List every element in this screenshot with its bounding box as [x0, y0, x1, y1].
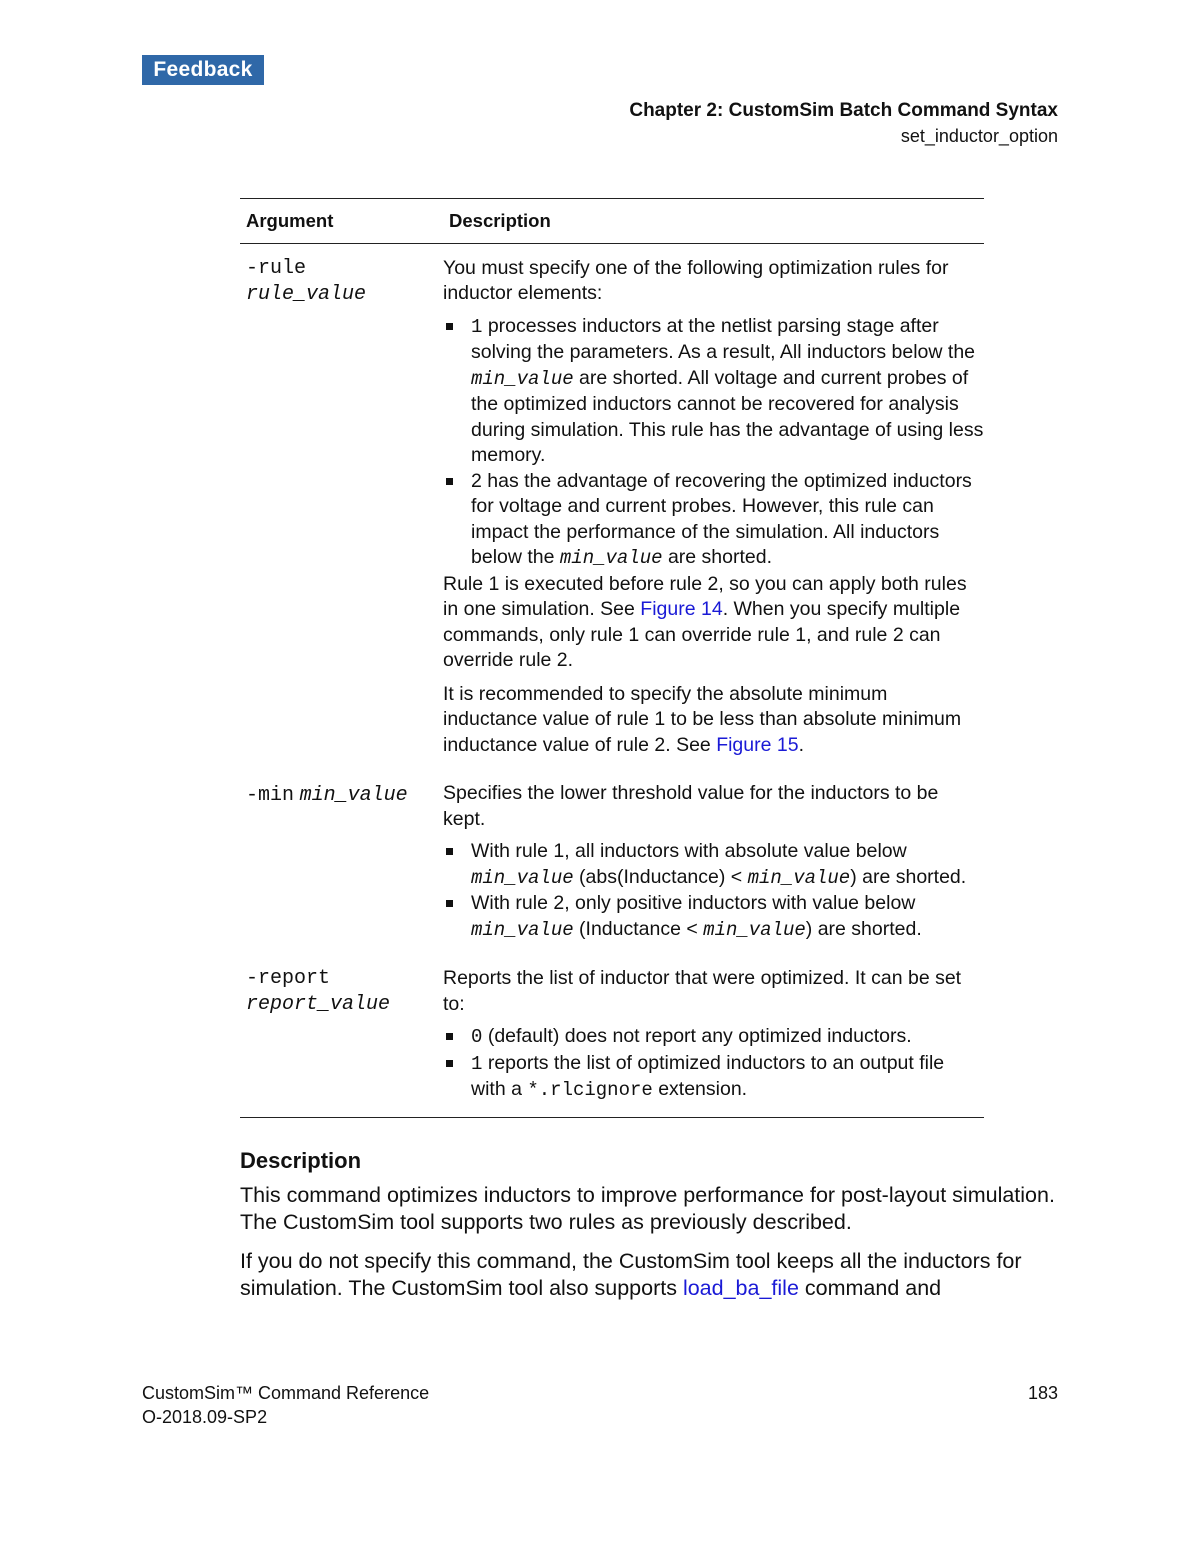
- page-number: 183: [1027, 1383, 1058, 1403]
- bullet-text: are shorted. All voltage and current probes of the optimized inductors cannot be recovered for analysis during simulation. This rule has the advantage of using less memory.: [471, 366, 984, 466]
- inline-code: min_value: [747, 866, 851, 889]
- bullet-square-icon: [446, 1033, 453, 1040]
- bullet-square-icon: [446, 323, 453, 330]
- inline-code: min_value: [703, 918, 806, 941]
- list-item: [443, 314, 984, 469]
- inline-code: min_value: [471, 918, 574, 941]
- chapter-title: Chapter 2: CustomSim Batch Command Syntax: [629, 100, 1058, 121]
- description-paragraph: This command optimizes inductors to improve performance for post-layout simulation. The CustomSim tool supports two rules as previously described.: [240, 1183, 1055, 1234]
- list-item: With rule 2, only positive inductors with value below min_value (Inductance < min_value) are shorted.: [443, 891, 984, 943]
- bullet-text: 2 has the advantage of recovering the optimized inductors for voltage and current probes. However, this rule can impact the performance of the simulation. All inductors below the: [471, 469, 972, 568]
- list-item: With rule 1, all inductors with absolute value below min_value (abs(Inductance) < min_value) are shorted.: [443, 839, 984, 891]
- load-ba-file-link[interactable]: load_ba_file: [682, 1276, 799, 1300]
- feedback-button[interactable]: Feedback: [142, 55, 264, 85]
- argument-option-line: [246, 781, 443, 809]
- footer-doc-title: CustomSim™ Command Reference: [142, 1383, 430, 1403]
- description-paragraph: If you do not specify this command, the CustomSim tool keeps all the inductors for simulation. The CustomSim tool also supports load_ba_file command and: [240, 1249, 1022, 1300]
- description-heading: Description: [240, 1148, 362, 1173]
- rule-paragraph: It is recommended to specify the absolute minimum inductance value of rule 1 to be less than absolute minimum inductance value of rule 2. See Figure 15.: [443, 682, 962, 756]
- inline-code: 0: [471, 1026, 483, 1048]
- argument-cell: [240, 243, 443, 758]
- bullet-square-icon: [446, 900, 453, 907]
- section-name: set_inductor_option: [900, 126, 1058, 146]
- bullet-text: processes inductors at the netlist parsing stage after solving the parameters. As a result, All inductors below the: [471, 314, 976, 363]
- bullet-square-icon: [446, 1060, 453, 1067]
- column-header-argument: Argument: [240, 199, 443, 244]
- rule-intro: You must specify one of the following optimization rules for inductor elements:: [443, 256, 949, 304]
- argument-value: min_value: [299, 784, 408, 807]
- table-row: [240, 943, 984, 1117]
- footer-version: O-2018.09-SP2: [142, 1407, 268, 1427]
- argument-option: -min: [246, 784, 295, 807]
- report-intro: Reports the list of inductor that were optimized. It can be set to:: [443, 967, 962, 1015]
- inline-code: min_value: [559, 547, 663, 569]
- figure-14-link[interactable]: Figure 14: [640, 598, 723, 620]
- inline-code: min_value: [471, 367, 574, 390]
- argument-value: rule_value: [246, 282, 367, 306]
- list-item: 0 (default) does not report any optimized inductors.: [443, 1024, 984, 1051]
- argument-cell: [240, 943, 443, 1117]
- description-cell: [443, 758, 984, 943]
- argument-table: [240, 198, 984, 1118]
- inline-code: 1: [471, 1052, 483, 1075]
- list-item: 1 reports the list of optimized inductors to an output file with a *.rlcignore extension.: [443, 1051, 984, 1104]
- argument-cell: [240, 758, 443, 943]
- list-item: [443, 469, 984, 572]
- bullet-text: are shorted.: [662, 546, 773, 568]
- description-cell: [443, 243, 984, 758]
- inline-code: *.rlcignore: [527, 1079, 653, 1101]
- min-bullet-list: [443, 839, 984, 943]
- table-row: [240, 243, 984, 758]
- argument-value: report_value: [246, 993, 391, 1016]
- min-intro: Specifies the lower threshold value for the inductors to be kept.: [443, 782, 939, 830]
- inline-code: 1: [471, 315, 483, 338]
- argument-option: -rule: [246, 256, 307, 280]
- inline-code: min_value: [471, 866, 574, 889]
- rule-paragraph: Rule 1 is executed before rule 2, so you can apply both rules in one simulation. See Figure 14. When you specify multiple commands, only rule 1 can override rule 1, and rule 2 can override rule 2.: [443, 572, 967, 671]
- figure-15-link[interactable]: Figure 15: [716, 733, 799, 756]
- description-cell: [443, 943, 984, 1117]
- column-header-description: Description: [443, 199, 984, 244]
- table-row: [240, 758, 984, 943]
- bullet-square-icon: [446, 478, 453, 485]
- table-header-row: [240, 199, 984, 244]
- argument-option: -report: [246, 967, 331, 990]
- report-bullet-list: [443, 1024, 984, 1104]
- bullet-square-icon: [446, 848, 453, 855]
- rule-bullet-list: [443, 314, 984, 572]
